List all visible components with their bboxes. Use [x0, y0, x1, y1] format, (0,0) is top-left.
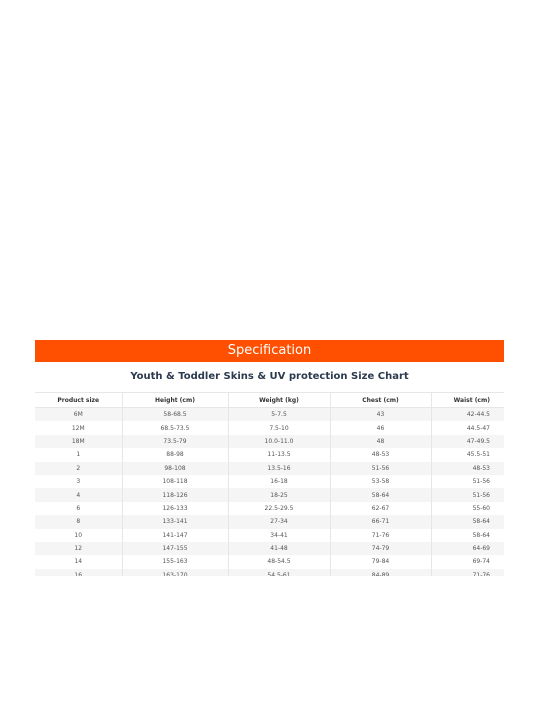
column-header-chest: Chest (cm): [330, 393, 431, 408]
cell-height: 155-163: [122, 555, 228, 568]
cell-chest: 66-71: [330, 515, 431, 528]
cell-weight: 11-13.5: [228, 448, 330, 461]
cell-height: 88-98: [122, 448, 228, 461]
cell-weight: 13.5-16: [228, 462, 330, 475]
column-header-height: Height (cm): [122, 393, 228, 408]
table-row: [35, 529, 504, 542]
cell-waist: 71-76: [472, 571, 490, 576]
table-row: [35, 542, 504, 555]
cell-weight: 27-34: [228, 515, 330, 528]
cell-product-size: 1: [35, 448, 122, 461]
size-chart-title: Youth & Toddler Skins & UV protection Size Chart: [130, 371, 409, 382]
cell-waist: 69-74: [472, 558, 490, 566]
cell-waist: 45.5-51: [466, 451, 490, 459]
cell-product-size: 3: [35, 475, 122, 488]
cell-waist: 58-64: [472, 518, 490, 526]
cell-waist: 47-49.5: [466, 437, 490, 445]
cell-height: 126-133: [122, 502, 228, 515]
cell-chest: 58-64: [330, 488, 431, 501]
cell-height: 58-68.5: [122, 408, 228, 422]
table-row: [35, 462, 504, 475]
cell-product-size: 6M: [35, 408, 122, 422]
cell-weight: 10.0-11.0: [228, 435, 330, 448]
cell-chest: 46: [330, 421, 431, 434]
cell-height: 163-170: [122, 569, 228, 576]
cell-height: 73.5-79: [122, 435, 228, 448]
cell-height: 141-147: [122, 529, 228, 542]
cell-weight: 16-18: [228, 475, 330, 488]
cell-product-size: 8: [35, 515, 122, 528]
cell-weight: 54.5-61: [228, 569, 330, 576]
cell-chest: 62-67: [330, 502, 431, 515]
column-header-product-size: Product size: [35, 393, 122, 408]
cell-waist: 55-60: [472, 504, 490, 512]
table-row: [35, 435, 504, 448]
column-header-waist: Waist (cm): [453, 396, 490, 404]
cell-chest: 43: [330, 408, 431, 422]
cell-waist: 44.5-47: [466, 424, 490, 432]
cell-weight: 41-48: [228, 542, 330, 555]
cell-chest: 53-58: [330, 475, 431, 488]
cell-chest: 48-53: [330, 448, 431, 461]
header-row: [35, 393, 504, 408]
cell-height: 133-141: [122, 515, 228, 528]
cell-weight: 18-25: [228, 488, 330, 501]
cell-waist: 58-64: [472, 531, 490, 539]
cell-chest: 79-84: [330, 555, 431, 568]
cell-height: 98-108: [122, 462, 228, 475]
cell-product-size: 12M: [35, 421, 122, 434]
cell-product-size: 18M: [35, 435, 122, 448]
cell-height: 108-118: [122, 475, 228, 488]
cell-chest: 48: [330, 435, 431, 448]
size-chart-table: [35, 392, 504, 576]
size-chart-header: [35, 393, 504, 408]
cell-product-size: 4: [35, 488, 122, 501]
cell-chest: 84-89: [330, 569, 431, 576]
cell-chest: 71-76: [330, 529, 431, 542]
cell-chest: 74-79: [330, 542, 431, 555]
cell-waist: 64-69: [472, 545, 490, 553]
table-row: [35, 475, 504, 488]
cell-waist: 51-56: [472, 478, 490, 486]
cell-weight: 7.5-10: [228, 421, 330, 434]
table-row: [35, 502, 504, 515]
cell-product-size: 12: [35, 542, 122, 555]
cell-waist: 48-53: [472, 464, 490, 472]
cell-product-size: 14: [35, 555, 122, 568]
table-row: [35, 555, 504, 568]
column-header-weight: Weight (kg): [228, 393, 330, 408]
table-row: [35, 448, 504, 461]
cell-waist: 51-56: [472, 491, 490, 499]
table-row: [35, 515, 504, 528]
table-row: [35, 421, 504, 434]
specification-label: Specification: [227, 343, 312, 358]
cell-product-size: 10: [35, 529, 122, 542]
cell-waist: 42-44.5: [466, 411, 490, 419]
cell-height: 68.5-73.5: [122, 421, 228, 434]
specification-banner: [35, 340, 504, 362]
cell-product-size: 16: [35, 569, 122, 576]
cell-height: 118-126: [122, 488, 228, 501]
cell-chest: 51-56: [330, 462, 431, 475]
cell-weight: 34-41: [228, 529, 330, 542]
table-row: [35, 408, 504, 422]
cell-weight: 48-54.5: [228, 555, 330, 568]
table-row: [35, 488, 504, 501]
cell-height: 147-155: [122, 542, 228, 555]
size-chart-table-container[interactable]: [35, 392, 504, 576]
size-chart-body: [35, 408, 504, 577]
cell-product-size: 2: [35, 462, 122, 475]
cell-weight: 22.5-29.5: [228, 502, 330, 515]
cell-weight: 5-7.5: [228, 408, 330, 422]
table-row: [35, 569, 504, 576]
cell-product-size: 6: [35, 502, 122, 515]
